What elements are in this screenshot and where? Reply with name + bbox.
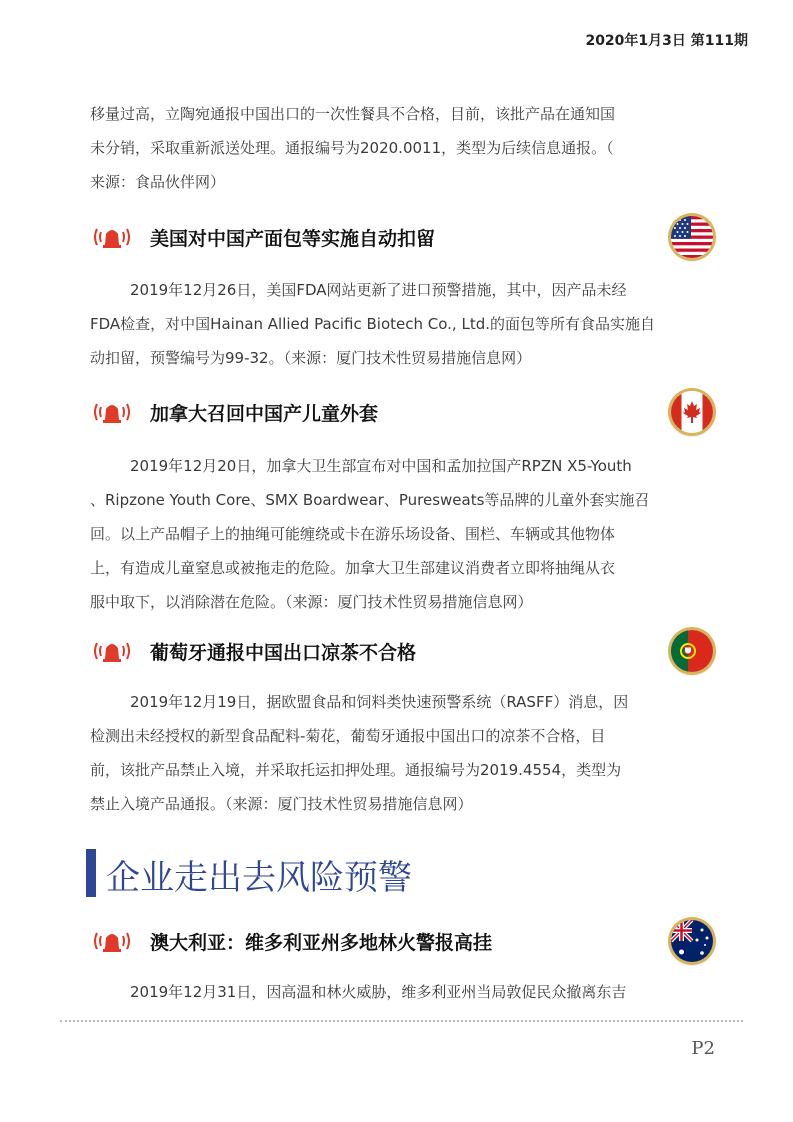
paragraph-line: 、Ripzone Youth Core、SMX Boardwear、Puresweats等品牌的儿童外套实施召 [90,491,650,509]
page-number: P2 [691,1038,715,1059]
news-item-body [90,273,715,375]
paragraph-line: 2019年12月26日，美国FDA网站更新了进口预警措施，其中，因产品未经 [130,281,627,299]
paragraph-line: 动扣留，预警编号为99-32。（来源：厦门技术性贸易措施信息网） [90,349,532,367]
paragraph-line: 上，有造成儿童窒息或被拖走的危险。加拿大卫生部建议消费者立即将抽绳从衣 [90,559,616,577]
paragraph-line: 2019年12月31日，因高温和林火威胁，维多利亚州当局敦促民众撤离东吉 [130,983,627,1001]
news-item-body [90,975,715,1009]
paragraph-line: 前，该批产品禁止入境，并采取托运扣押处理。通报编号为2019.4554，类型为 [90,761,622,779]
news-item-title: 加拿大召回中国产儿童外套 [150,403,379,425]
paragraph-line: FDA检查，对中国Hainan Allied Pacific Biotech Co., Ltd.的面包等所有食品实施自 [90,315,655,333]
news-item-title: 葡萄牙通报中国出口凉茶不合格 [150,642,417,664]
paragraph-line: 移量过高，立陶宛通报中国出口的一次性餐具不合格，目前，该批产品在通知国 [90,105,616,123]
alarm-bell-icon [90,399,134,425]
news-item-canada [90,391,715,431]
news-item-body [90,449,715,619]
paragraph-line: 服中取下，以消除潜在危险。（来源：厦门技术性贸易措施信息网） [90,593,533,611]
intro-paragraph [90,97,715,199]
news-item-title: 澳大利亚：维多利亚州多地林火警报高挂 [150,932,493,954]
paragraph-line: 回。以上产品帽子上的抽绳可能缠绕或卡在游乐场设备、围栏、车辆或其他物体 [90,525,616,543]
paragraph-line: 禁止入境产品通报。（来源：厦门技术性贸易措施信息网） [90,795,473,813]
section-title: 企业走出去风险预警 [106,858,412,898]
section-accent-bar [86,849,96,897]
news-item-title: 美国对中国产面包等实施自动扣留 [150,228,436,250]
alarm-bell-icon [90,928,134,954]
paragraph-line: 2019年12月19日，据欧盟食品和饲料类快速预警系统（RASFF）消息，因 [130,693,629,711]
news-item-portugal [90,630,715,670]
australia-flag-icon [671,920,713,962]
usa-flag-icon [671,216,713,258]
canada-flag-icon [671,391,713,433]
news-item-body [90,685,715,821]
paragraph-line: 未分销，采取重新派送处理。通报编号为2020.0011，类型为后续信息通报。（ [90,139,614,157]
news-item-usa [90,216,715,256]
issue-date: 2020年1月3日 第111期 [585,33,748,49]
paragraph-line: 来源：食品伙伴网） [90,173,226,191]
paragraph-line: 2019年12月20日，加拿大卫生部宣布对中国和孟加拉国产RPZN X5-Youth [130,457,632,475]
portugal-flag-icon [671,630,713,672]
footer-divider [60,1020,743,1022]
news-item-australia [90,920,715,960]
alarm-bell-icon [90,224,134,250]
alarm-bell-icon [90,638,134,664]
paragraph-line: 检测出未经授权的新型食品配料-菊花，葡萄牙通报中国出口的凉茶不合格，目 [90,727,606,745]
